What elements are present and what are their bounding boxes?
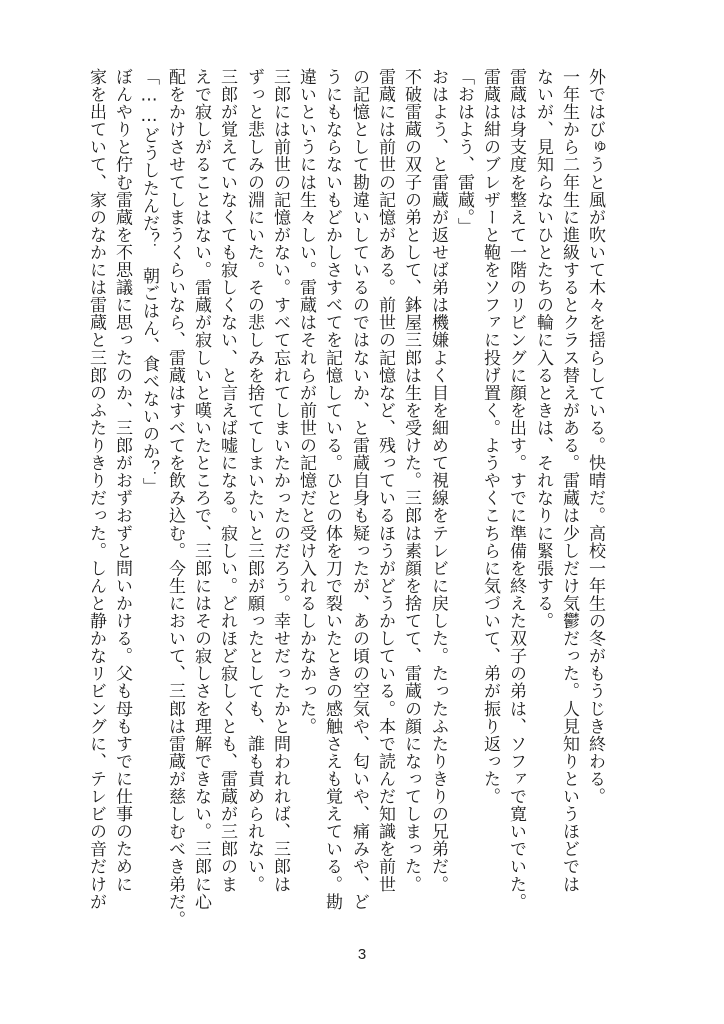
text-column: ないが、見知らないひとたちの輪に入るときは、それなりに緊張する。	[533, 68, 553, 630]
text-column: ぼんやりと佇む雷蔵を不思議に思ったのか、三郎がおずおずと問いかける。父も母もすでに仕事のために	[112, 68, 132, 893]
text-column: 家を出ていて、家のなかには雷蔵と三郎のふたりきりだった。しんと静かなリビングに、テレビの音だけが	[86, 68, 106, 911]
text-column: 外ではびゅうと風が吹いて木々を揺らしている。快晴だ。高校一年生の冬がもうじき終わる。	[585, 68, 605, 806]
text-column: 不破雷蔵の双子の弟として、鉢屋三郎は生を受けた。三郎は素顔を捨てて、雷蔵の顔になってしまった。	[401, 68, 421, 893]
text-column: えで寂しがることはない。雷蔵が寂しいと嘆いたところで、三郎にはその寂しさを理解できない。三郎に心	[191, 68, 211, 911]
text-column: の記憶として勘違いしているのではないか、と雷蔵自身も疑ったが、あの頃の空気や、匂いや、痛みや、ど	[349, 68, 369, 911]
text-column: 違いというには生々しい。雷蔵はそれらが前世の記憶だと受け入れるしかなかった。	[296, 68, 316, 735]
text-column: うにもならないもどかしさすべてを記憶している。ひとの体を刀で裂いたときの感触さえも覚えている。勘	[322, 68, 342, 911]
text-column: ずっと悲しみの淵にいた。その悲しみを捨ててしまいたいと三郎が願ったとしても、誰も責められない。	[244, 68, 264, 893]
page-number: 3	[357, 946, 367, 963]
text-column: 雷蔵は紺のブレザーと鞄をソファに投げ置く。ようやくこちらに気づいて、弟が振り返った。	[480, 68, 500, 806]
text-column: 雷蔵は身支度を整えて一階のリビングに顔を出す。すでに準備を終えた双子の弟は、ソファで寛いでいた。	[506, 68, 526, 911]
text-column: 一年生から二年生に進級するとクラス替えがある。雷蔵は少しだけ気鬱だった。人見知りというほどでは	[559, 68, 579, 893]
text-column: 三郎には前世の記憶がない。すべて忘れてしまいたかったのだろう。幸せだったかと問われれば、三郎は	[270, 68, 290, 893]
text-column: 「……どうしたんだ？ 朝ごはん、食べないのか？」	[139, 68, 159, 496]
text-column: 三郎が覚えていなくても寂しくない、と言えば嘘になる。寂しい。どれほど寂しくとも、雷蔵が三郎のま	[217, 68, 237, 893]
text-column: 「おはよう、雷蔵。」	[454, 68, 474, 235]
text-column: おはよう、と雷蔵が返せば弟は機嫌よく目を細めて視線をテレビに戻した。たったふたりきりの兄弟だ。	[428, 68, 448, 893]
text-column: 配をかけさせてしまうくらいなら、雷蔵はすべてを飲み込む。今生において、三郎は雷蔵が慈しむべき弟だ。	[165, 68, 185, 928]
text-column: 雷蔵には前世の記憶がある。前世の記憶など、残っているほうがどうかしている。本で読んだ知識を前世	[375, 68, 395, 893]
